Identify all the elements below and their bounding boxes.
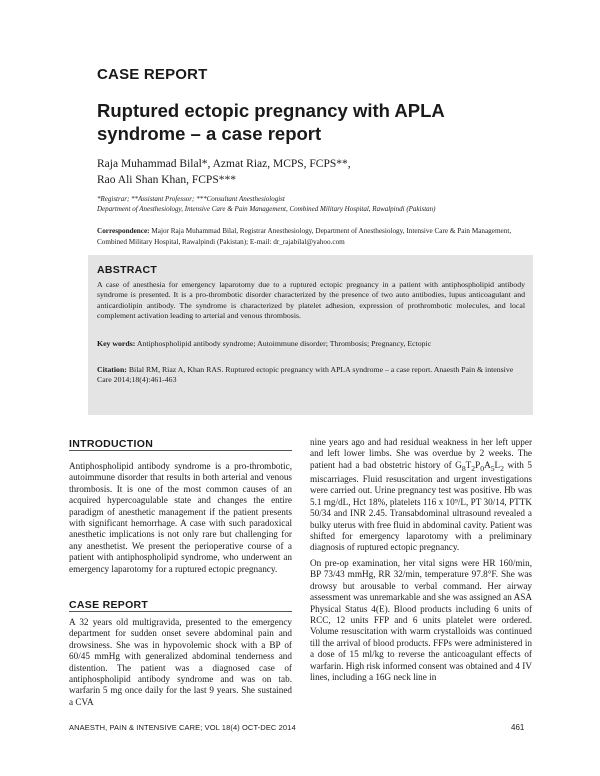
l-sub: 2	[500, 463, 504, 473]
abstract-box	[88, 255, 533, 415]
right-column-paragraph-2: On pre-op examination, her vital signs were HR 160/min, BP 73/43 mmHg, RR 32/min, temperature 97.8°F. She was drowsy but arousable to verbal command. Her airway assessment was unremarkable and she was assigned an ASA Physical Status 4(E). Blood products including 6 units of RCC, 12 units FFP and 6 units platelet were ordered. Volume resuscitation with warm crystalloids was continued till the arrival of blood products. FFPs were administered in a dose of 15 ml/kg to reverse the anticoagulant effects of warfarin. High risk informed consent was obtained and 4 IV lines, including a 16G neck line in	[310, 558, 532, 683]
citation-label: Citation:	[97, 365, 127, 374]
journal-footer: ANAESTH, PAIN & INTENSIVE CARE; VOL 18(4) OCT-DEC 2014	[69, 723, 296, 732]
article-title: Ruptured ectopic pregnancy with APLA syndrome – a case report	[97, 100, 445, 144]
correspondence-text: Major Raja Muhammad Bilal, Registrar Anesthesiology, Department of Anesthesiology, Intensive Care & Pain Management, Combined Military Hospital, Rawalpindi (Pakistan); E-mail: dr_rajabilal@yahoo.com	[97, 227, 512, 246]
right-column-paragraph-1	[310, 437, 532, 554]
keywords-label: Key words:	[97, 339, 136, 348]
case-report-heading: CASE REPORT	[69, 599, 149, 611]
author-list	[97, 156, 497, 188]
introduction-rule	[69, 450, 292, 451]
keywords-text: Antiphospholipid antibody syndrome; Autoimmune disorder; Thrombosis; Pregnancy, Ectopic	[136, 339, 432, 348]
abstract-text: A case of anesthesia for emergency laparotomy due to a ruptured ectopic pregnancy in a patient with antiphospholipid antibody syndrome is presented. It is a pro-thrombotic disorder characterized by the presence of two auto antibodies, lupus anticoagulant and anticardiolipin antibody. The syndrome is characterized by platelet adhesion, expression of prothrombotic molecules, and local complement activation leading to arterial and venous thrombosis.	[97, 280, 525, 320]
a-sub: 5	[490, 463, 495, 473]
para1-start: nine years ago and had residual weakness in her left upper and left lower limbs. She was overdue by 2 weeks. The patient had a bad obstetric history of G	[310, 437, 532, 470]
a-letter: A	[484, 459, 491, 470]
l-letter: L	[494, 459, 501, 470]
author-line-2: Rao Ali Shan Khan, FCPS***	[97, 174, 236, 186]
keywords	[97, 339, 525, 349]
author-line-1: Raja Muhammad Bilal*, Azmat Riaz, MCPS, FCPS**,	[97, 158, 351, 170]
section-label: CASE REPORT	[97, 66, 208, 83]
abstract-heading: ABSTRACT	[97, 264, 158, 276]
department: Department of Anesthesiology, Intensive Care & Pain Management, Combined Military Hospital, Rawalpindi (Pakistan)	[97, 205, 436, 213]
para1-end: with 5 miscarriages. Fluid resuscitation and urgent investigations were carried out. Urine pregnancy test was positive. Hb was 5.1 mg/dL, Hct 18%, platelets 116 x 10⁹/L, PT 30/14, PTTK 50/34 and INR 2.45. Transabdominal ultrasound revealed a bulky uterus with free fluid in abdominal cavity. Patient was shifted for emergency laparotomy with a preliminary diagnosis of ruptured ectopic pregnancy.	[310, 459, 532, 553]
introduction-heading: INTRODUCTION	[69, 438, 154, 450]
affiliations	[97, 194, 527, 214]
correspondence	[97, 226, 529, 247]
author-roles: *Registrar; **Assistant Professor; ***Consultant Anesthesiologist	[97, 195, 285, 203]
introduction-text: Antiphospholipid antibody syndrome is a pro-thrombotic, autoimmune disorder that results in both arterial and venous thrombosis. It is one of the most common causes of an acquired hypercoagulable state and changes the entire paradigm of anesthetic management if the patient presents with significant hemorrhage. A case with such paradoxical anesthetic implications is not only rare but challenging for any anesthetist. We present the perioperative course of a patient with antiphospholipid syndrome, who underwent an emergency laparotomy for a ruptured ectopic pregnancy.	[69, 461, 292, 574]
gravida-sub: 8	[461, 463, 466, 473]
case-report-rule	[69, 611, 292, 612]
p-sub: 0	[480, 463, 485, 473]
case-report-text: A 32 years old multigravida, presented to the emergency department for sudden onset severe abdominal pain and drowsiness. She was in hypovolemic shock with a BP of 60/45 mmHg with generalized abdominal tenderness and distention. The patient was a diagnosed case of antiphospholipid antibody syndrome and was on tab. warfarin 5 mg once daily for the last 9 years. She sustained a CVA	[69, 617, 292, 707]
citation-text: Bilal RM, Riaz A, Khan RAS. Ruptured ectopic pregnancy with APLA syndrome – a case report. Anaesth Pain & intensive Care 2014;18(4):461-463	[97, 365, 514, 385]
p-letter: P	[475, 459, 481, 470]
page-number: 461	[511, 723, 525, 732]
t-letter: T	[465, 459, 472, 470]
t-sub: 2	[471, 463, 476, 473]
correspondence-label: Correspondence:	[97, 227, 150, 235]
citation	[97, 365, 525, 386]
